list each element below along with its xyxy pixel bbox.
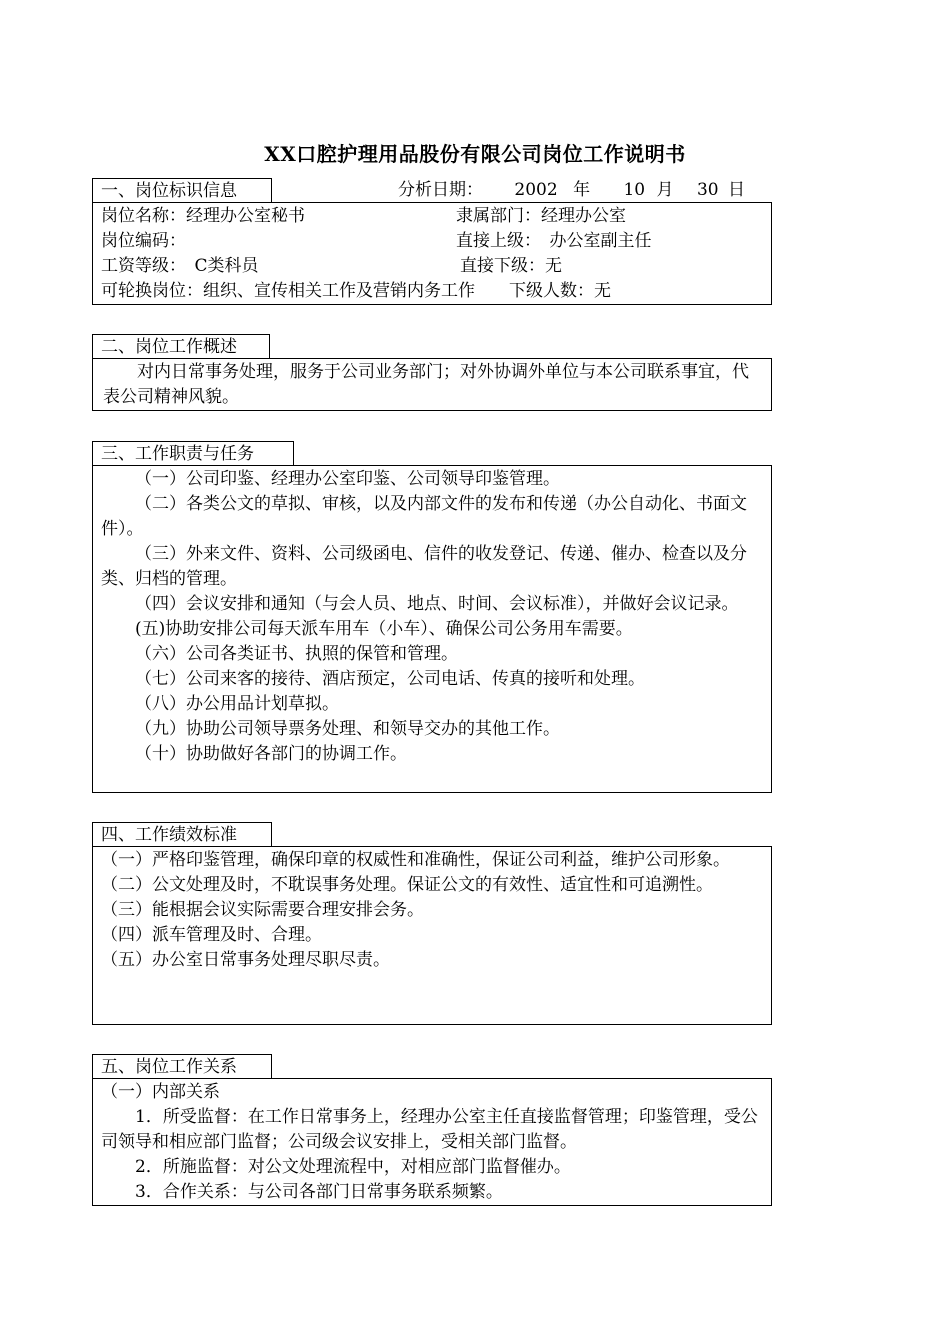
info-row <box>101 229 763 254</box>
section-5-box <box>92 1078 772 1206</box>
section-3-heading: 三、工作职责与任务 <box>101 444 254 464</box>
duty-item: (五)协助安排公司每天派车用车（小车）、确保公司公务用车需要。 <box>135 619 633 639</box>
standard-item: （一）严格印鉴管理，确保印章的权威性和准确性，保证公司利益，维护公司形象。 <box>101 850 730 870</box>
info-row <box>101 204 763 229</box>
document-title: XX口腔护理用品股份有限公司岗位工作说明书 <box>264 142 686 166</box>
section-4-box <box>92 846 772 1025</box>
position-name: 岗位名称：经理办公室秘书 <box>101 206 305 226</box>
relation-item: 3．合作关系：与公司各部门日常事务联系频繁。 <box>135 1182 503 1202</box>
direct-superior: 直接上级： 办公室副主任 <box>456 231 652 251</box>
info-row <box>101 254 763 279</box>
overview-text: 对内日常事务处理，服务于公司业务部门；对外协调外单位与本公司联系事宜，代表公司精神风貌。 <box>103 362 749 407</box>
info-row <box>101 279 763 304</box>
section-3-tab <box>92 441 294 465</box>
duty-item: （八）办公用品计划草拟。 <box>135 694 339 714</box>
relation-subheading: （一）内部关系 <box>101 1082 220 1102</box>
date-month-unit: 月 <box>656 180 674 200</box>
date-year-unit: 年 <box>573 180 591 200</box>
duty-item: （一）公司印鉴、经理办公室印鉴、公司领导印鉴管理。 <box>135 469 560 489</box>
analysis-date <box>398 178 745 202</box>
section-2-tab <box>92 334 270 358</box>
date-day: 30 <box>696 180 719 200</box>
direct-subordinate: 直接下级：无 <box>460 256 562 276</box>
relation-item: 2．所施监督：对公文处理流程中，对相应部门监督催办。 <box>135 1157 571 1177</box>
date-label: 分析日期： <box>398 180 483 200</box>
date-year: 2002 <box>514 180 558 200</box>
position-code: 岗位编码： <box>101 231 186 251</box>
section-1-heading: 一、岗位标识信息 <box>101 181 237 201</box>
duty-item: （九）协助公司领导票务处理、和领导交办的其他工作。 <box>135 719 560 739</box>
date-day-unit: 日 <box>727 180 745 200</box>
section-1-tab <box>92 178 272 202</box>
relation-item: 1．所受监督：在工作日常事务上，经理办公室主任直接监督管理；印鉴管理，受公司领导和相应部门监督；公司级会议安排上，受相关部门监督。 <box>101 1107 758 1152</box>
duty-item: （六）公司各类证书、执照的保管和管理。 <box>135 644 458 664</box>
section-2-box <box>92 358 772 411</box>
department: 隶属部门：经理办公室 <box>456 206 626 226</box>
standard-item: （三）能根据会议实际需要合理安排会务。 <box>101 900 424 920</box>
duty-item: （十）协助做好各部门的协调工作。 <box>135 744 407 764</box>
standard-item: （五）办公室日常事务处理尽职尽责。 <box>101 950 390 970</box>
section-3-box <box>92 465 772 793</box>
duty-item: （三）外来文件、资料、公司级函电、信件的收发登记、传递、催办、检查以及分类、归档的管理。 <box>101 544 747 589</box>
duty-item: （二）各类公文的草拟、审核，以及内部文件的发布和传递（办公自动化、书面文件）。 <box>101 494 747 539</box>
section-5-heading: 五、岗位工作关系 <box>101 1057 237 1077</box>
section-2-heading: 二、岗位工作概述 <box>101 337 237 357</box>
section-1-box <box>92 202 772 305</box>
salary-grade: 工资等级： C类科员 <box>101 256 259 276</box>
rotation-positions: 可轮换岗位：组织、宣传相关工作及营销内务工作 下级人数：无 <box>101 281 611 301</box>
section-5-tab <box>92 1054 272 1078</box>
section-4-tab <box>92 822 272 846</box>
standard-item: （二）公文处理及时，不耽误事务处理。保证公文的有效性、适宜性和可追溯性。 <box>101 875 713 895</box>
section-4-heading: 四、工作绩效标准 <box>101 825 237 845</box>
standard-item: （四）派车管理及时、合理。 <box>101 925 322 945</box>
duty-item: （七）公司来客的接待、酒店预定，公司电话、传真的接听和处理。 <box>135 669 645 689</box>
date-month: 10 <box>623 180 646 200</box>
duty-item: （四）会议安排和通知（与会人员、地点、时间、会议标准），并做好会议记录。 <box>135 594 739 614</box>
